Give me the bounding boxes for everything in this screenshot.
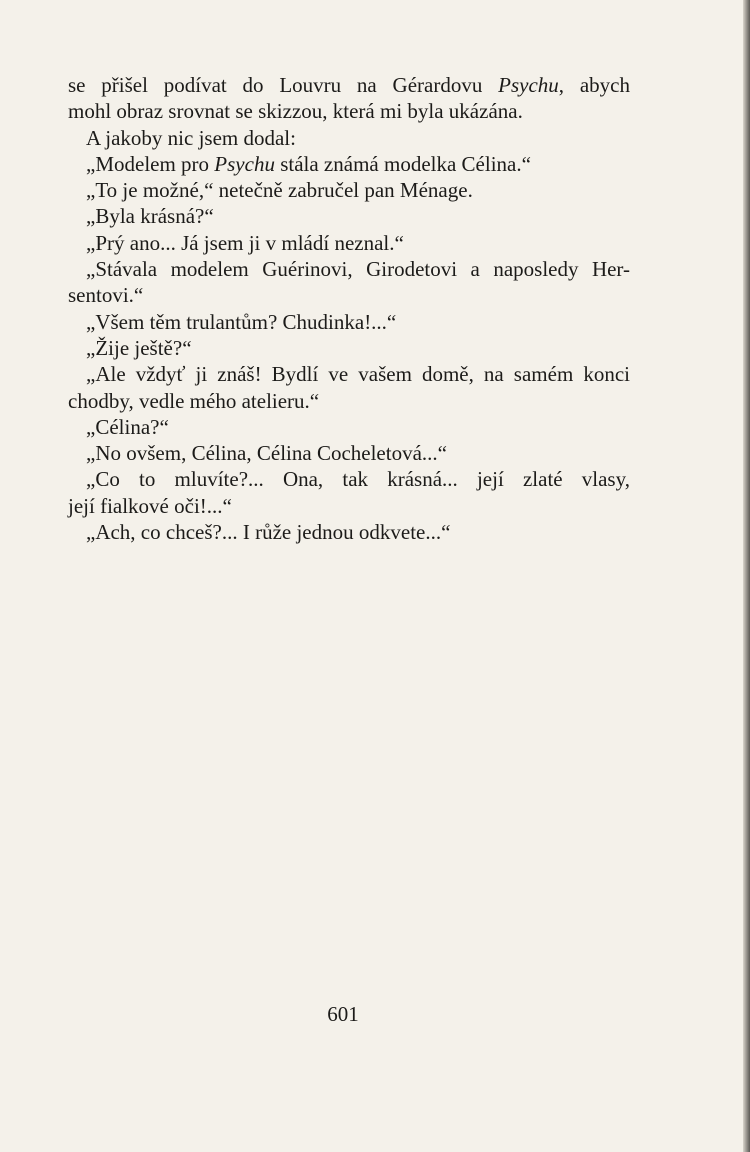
text-line-15: „No ovšem, Célina, Célina Cocheletová...“	[86, 441, 447, 466]
text-line-10: „Všem těm trulantům? Chudinka!...“	[86, 309, 397, 334]
text-line-7: „Prý ano... Já jsem ji v mládí neznal.“	[86, 230, 404, 255]
text-line-8: „Stávala modelem Guérinovi, Girodetovi a naposledy Her-	[86, 257, 630, 282]
text-line-14: „Célina?“	[86, 414, 169, 439]
text-line-16: „Co to mluvíte?... Ona, tak krásná... její zlaté vlasy,	[86, 467, 630, 492]
text-line-18: „Ach, co chceš?... I růže jednou odkvete...“	[86, 520, 451, 545]
text-line-5: „To je možné,“ netečně zabručel pan Ménage.	[86, 178, 473, 203]
text-line-2: mohl obraz srovnat se skizzou, která mi byla ukázána.	[68, 99, 523, 124]
text-line-17: její fialkové oči!...“	[68, 493, 232, 518]
body-text	[68, 72, 630, 545]
text-line-3: A jakoby nic jsem dodal:	[86, 125, 296, 150]
text-line-4: „Modelem pro Psychu stála známá modelka Célina.“	[86, 151, 531, 176]
page-number: 601	[327, 1002, 359, 1026]
text-line-9: sentovi.“	[68, 283, 144, 308]
page-edge-shadow	[743, 0, 750, 1152]
text-line-11: „Žije ještě?“	[86, 335, 192, 360]
text-line-6: „Byla krásná?“	[86, 204, 214, 229]
text-line-13: chodby, vedle mého atelieru.“	[68, 388, 320, 413]
text-line-1: se přišel podívat do Louvru na Gérardovu Psychu, abych	[68, 73, 630, 97]
text-line-12: „Ale vždyť ji znáš! Bydlí ve vašem domě, na samém konci	[86, 362, 630, 387]
